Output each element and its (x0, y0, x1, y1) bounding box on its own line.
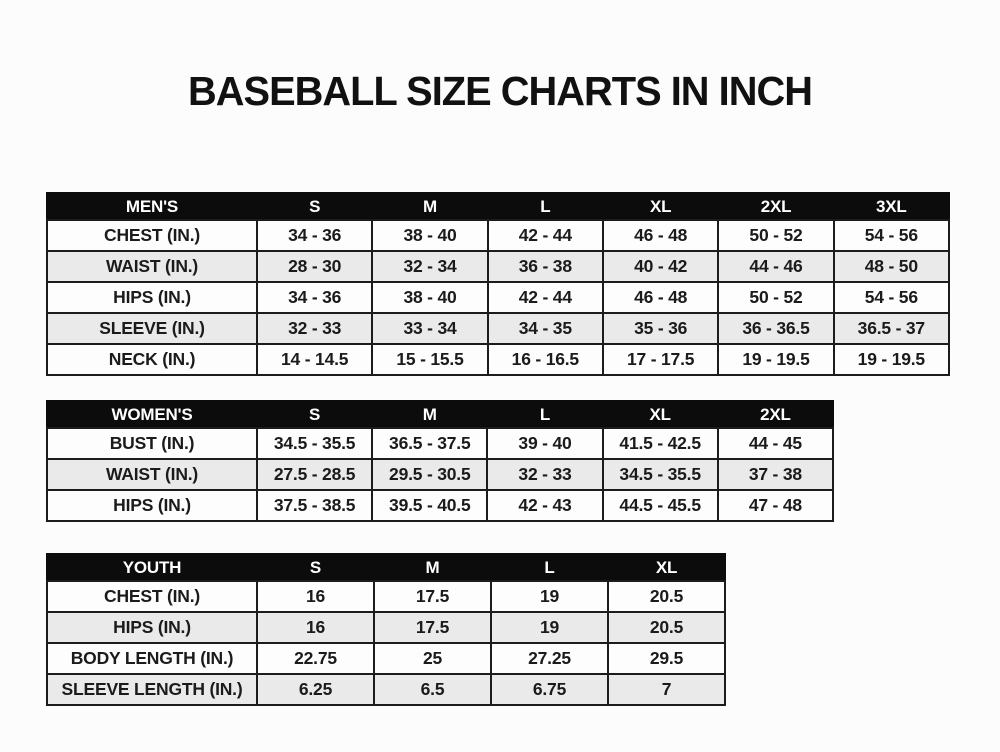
size-value-cell: 46 - 48 (603, 220, 718, 251)
table-row (47, 490, 833, 521)
size-value-cell: 46 - 48 (603, 282, 718, 313)
size-value-cell: 44.5 - 45.5 (603, 490, 718, 521)
table-row (47, 643, 725, 674)
size-column-header: S (257, 193, 372, 220)
measurement-label-cell: CHEST (IN.) (47, 220, 257, 251)
size-value-cell: 44 - 46 (718, 251, 833, 282)
size-value-cell: 17.5 (374, 612, 491, 643)
womens-size-table (46, 400, 834, 522)
table-row (47, 313, 949, 344)
size-column-header: XL (603, 193, 718, 220)
size-value-cell: 33 - 34 (372, 313, 487, 344)
mens-size-table (46, 192, 950, 376)
size-value-cell: 17 - 17.5 (603, 344, 718, 375)
measurement-label-cell: BUST (IN.) (47, 428, 257, 459)
size-value-cell: 34 - 36 (257, 220, 372, 251)
size-column-header: S (257, 554, 374, 581)
size-column-header: L (491, 554, 608, 581)
size-value-cell: 42 - 44 (488, 220, 603, 251)
size-value-cell: 20.5 (608, 612, 725, 643)
size-value-cell: 29.5 (608, 643, 725, 674)
size-value-cell: 36 - 38 (488, 251, 603, 282)
womens-group-header-label: WOMEN'S (47, 401, 257, 428)
measurement-label-cell: HIPS (IN.) (47, 612, 257, 643)
size-value-cell: 7 (608, 674, 725, 705)
size-column-header: M (374, 554, 491, 581)
size-value-cell: 19 (491, 581, 608, 612)
measurement-label-cell: BODY LENGTH (IN.) (47, 643, 257, 674)
size-value-cell: 39 - 40 (487, 428, 602, 459)
size-value-cell: 19 - 19.5 (834, 344, 949, 375)
size-value-cell: 37.5 - 38.5 (257, 490, 372, 521)
size-value-cell: 14 - 14.5 (257, 344, 372, 375)
mens-header-row (47, 193, 949, 220)
size-column-header: 2XL (718, 401, 833, 428)
size-column-header: M (372, 193, 487, 220)
size-value-cell: 19 (491, 612, 608, 643)
size-value-cell: 36 - 36.5 (718, 313, 833, 344)
size-value-cell: 16 - 16.5 (488, 344, 603, 375)
size-value-cell: 17.5 (374, 581, 491, 612)
size-value-cell: 34.5 - 35.5 (603, 459, 718, 490)
size-column-header: L (488, 193, 603, 220)
size-value-cell: 29.5 - 30.5 (372, 459, 487, 490)
size-value-cell: 34.5 - 35.5 (257, 428, 372, 459)
size-value-cell: 32 - 33 (487, 459, 602, 490)
size-value-cell: 32 - 33 (257, 313, 372, 344)
size-value-cell: 36.5 - 37.5 (372, 428, 487, 459)
table-row (47, 581, 725, 612)
table-row (47, 428, 833, 459)
size-value-cell: 16 (257, 581, 374, 612)
size-value-cell: 16 (257, 612, 374, 643)
size-value-cell: 35 - 36 (603, 313, 718, 344)
size-column-header: 3XL (834, 193, 949, 220)
measurement-label-cell: SLEEVE (IN.) (47, 313, 257, 344)
size-column-header: 2XL (718, 193, 833, 220)
measurement-label-cell: CHEST (IN.) (47, 581, 257, 612)
youth-header-row (47, 554, 725, 581)
measurement-label-cell: WAIST (IN.) (47, 459, 257, 490)
size-value-cell: 28 - 30 (257, 251, 372, 282)
size-value-cell: 44 - 45 (718, 428, 833, 459)
table-row (47, 220, 949, 251)
measurement-label-cell: SLEEVE LENGTH (IN.) (47, 674, 257, 705)
size-value-cell: 38 - 40 (372, 282, 487, 313)
size-column-header: S (257, 401, 372, 428)
table-row (47, 459, 833, 490)
size-value-cell: 34 - 35 (488, 313, 603, 344)
size-value-cell: 27.5 - 28.5 (257, 459, 372, 490)
size-value-cell: 38 - 40 (372, 220, 487, 251)
table-row (47, 674, 725, 705)
size-value-cell: 42 - 44 (488, 282, 603, 313)
size-value-cell: 47 - 48 (718, 490, 833, 521)
size-value-cell: 48 - 50 (834, 251, 949, 282)
size-value-cell: 41.5 - 42.5 (603, 428, 718, 459)
size-value-cell: 54 - 56 (834, 282, 949, 313)
womens-header-row (47, 401, 833, 428)
size-column-header: XL (603, 401, 718, 428)
size-value-cell: 27.25 (491, 643, 608, 674)
measurement-label-cell: WAIST (IN.) (47, 251, 257, 282)
size-column-header: M (372, 401, 487, 428)
measurement-label-cell: HIPS (IN.) (47, 282, 257, 313)
table-row (47, 282, 949, 313)
size-column-header: L (487, 401, 602, 428)
measurement-label-cell: HIPS (IN.) (47, 490, 257, 521)
size-value-cell: 6.5 (374, 674, 491, 705)
size-value-cell: 40 - 42 (603, 251, 718, 282)
size-value-cell: 19 - 19.5 (718, 344, 833, 375)
size-value-cell: 42 - 43 (487, 490, 602, 521)
size-value-cell: 39.5 - 40.5 (372, 490, 487, 521)
size-value-cell: 22.75 (257, 643, 374, 674)
size-value-cell: 54 - 56 (834, 220, 949, 251)
size-value-cell: 25 (374, 643, 491, 674)
size-value-cell: 50 - 52 (718, 220, 833, 251)
size-value-cell: 50 - 52 (718, 282, 833, 313)
size-value-cell: 34 - 36 (257, 282, 372, 313)
size-column-header: XL (608, 554, 725, 581)
size-value-cell: 37 - 38 (718, 459, 833, 490)
measurement-label-cell: NECK (IN.) (47, 344, 257, 375)
page-title: BASEBALL SIZE CHARTS IN INCH (188, 68, 812, 114)
size-value-cell: 6.75 (491, 674, 608, 705)
youth-group-header-label: YOUTH (47, 554, 257, 581)
size-value-cell: 15 - 15.5 (372, 344, 487, 375)
table-row (47, 251, 949, 282)
youth-size-table (46, 553, 726, 706)
size-value-cell: 32 - 34 (372, 251, 487, 282)
mens-group-header-label: MEN'S (47, 193, 257, 220)
size-value-cell: 20.5 (608, 581, 725, 612)
table-row (47, 344, 949, 375)
table-row (47, 612, 725, 643)
size-value-cell: 6.25 (257, 674, 374, 705)
size-value-cell: 36.5 - 37 (834, 313, 949, 344)
